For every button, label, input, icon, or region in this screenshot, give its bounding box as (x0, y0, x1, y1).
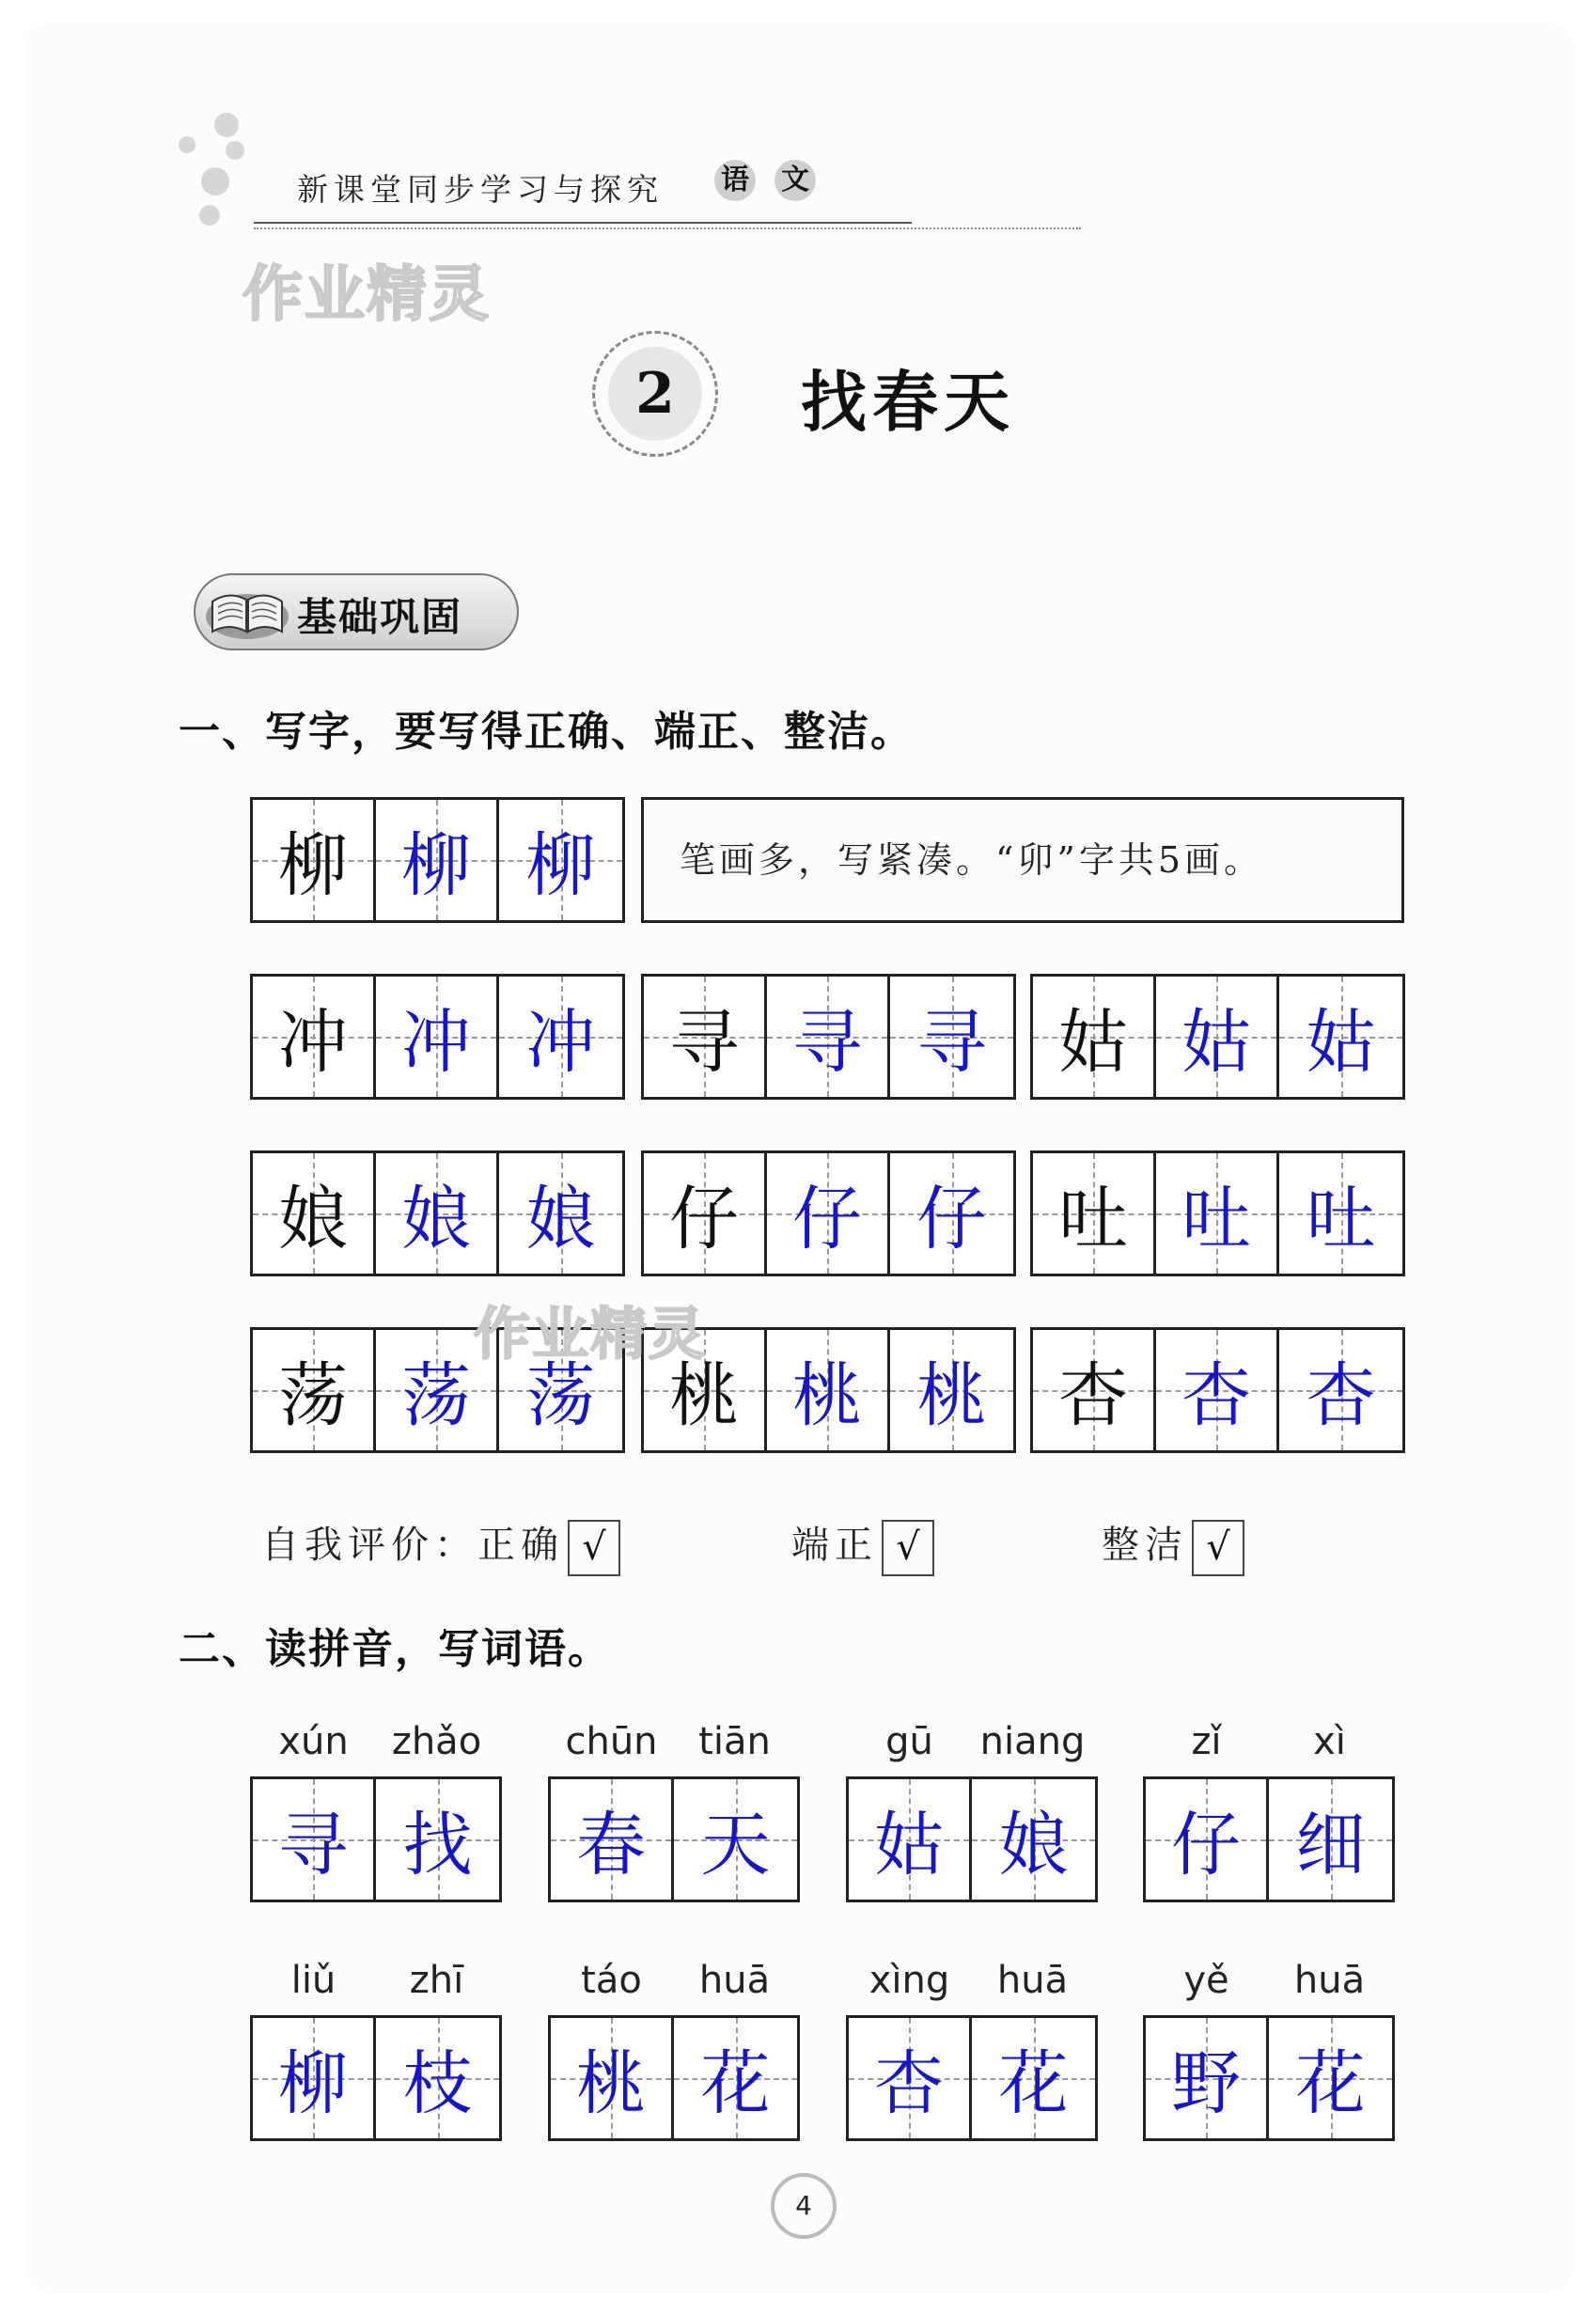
pinyin: yě (1183, 1959, 1229, 2002)
written-character: 仔 (767, 1153, 890, 1274)
written-character: 仔 (890, 1153, 1013, 1274)
written-character: 花 (972, 2018, 1095, 2138)
written-character: 桃 (767, 1330, 890, 1450)
written-character: 娘 (499, 1153, 622, 1274)
written-character: 柳 (376, 800, 499, 920)
writing-grid (250, 1150, 625, 1276)
lesson-title: 找春天 (801, 363, 1015, 441)
subject-badge-2: 文 (775, 160, 816, 201)
pinyin: gū (885, 1720, 933, 1763)
written-character: 娘 (972, 1779, 1095, 1900)
subject-badge-1: 语 (714, 160, 756, 201)
written-character: 杏 (1156, 1330, 1279, 1450)
written-character: 冲 (499, 977, 622, 1097)
written-character: 杏 (1279, 1330, 1402, 1450)
writing-grid (641, 1327, 1016, 1453)
pinyin: chūn (565, 1720, 658, 1763)
writing-tip-box: 笔画多，写紧凑。“卯”字共5画。 (641, 797, 1404, 923)
written-character: 花 (674, 2018, 797, 2138)
written-character: 花 (1269, 2018, 1392, 2138)
word-grid (548, 2015, 800, 2141)
written-character: 杏 (849, 2018, 972, 2138)
written-character: 荡 (499, 1330, 622, 1450)
self-eval-tidy: 整洁 √ (1102, 1515, 1244, 1576)
pinyin: xún (278, 1720, 349, 1763)
word-grid (1143, 1776, 1395, 1902)
page-number: 4 (771, 2173, 837, 2239)
written-character: 姑 (1156, 977, 1279, 1097)
written-character: 寻 (767, 977, 890, 1097)
written-character: 冲 (376, 977, 499, 1097)
written-character: 仔 (1146, 1779, 1269, 1900)
book-title: 新课堂同步学习与探究 (297, 171, 664, 208)
written-character: 吐 (1156, 1153, 1279, 1274)
written-character: 姑 (1279, 977, 1402, 1097)
watermark: 作业精灵 (474, 1302, 707, 1368)
writing-grid (250, 974, 625, 1100)
word-grid (548, 1776, 800, 1902)
checkbox-tidy[interactable]: √ (1192, 1520, 1244, 1576)
model-character: 荡 (253, 1330, 376, 1450)
written-character: 寻 (253, 1779, 376, 1900)
word-grid (846, 1776, 1098, 1902)
pinyin: liǔ (290, 1959, 336, 2002)
checkbox-correct[interactable]: √ (568, 1520, 620, 1576)
model-character: 仔 (644, 1153, 767, 1274)
checkbox-neat[interactable]: √ (882, 1520, 934, 1576)
word-grid (846, 2015, 1098, 2141)
written-character: 柳 (499, 800, 622, 920)
model-character: 冲 (253, 977, 376, 1097)
word-grid (250, 2015, 502, 2141)
written-character: 娘 (376, 1153, 499, 1274)
written-character: 桃 (890, 1330, 1013, 1450)
pinyin: zhī (409, 1959, 464, 2002)
model-character: 桃 (644, 1330, 767, 1450)
watermark: 作业精灵 (243, 260, 491, 330)
header-dotted-rule (254, 227, 1081, 229)
pinyin: huā (698, 1959, 771, 2002)
lesson-number: 2 (608, 347, 702, 441)
word-grid (250, 1776, 502, 1902)
model-character: 娘 (253, 1153, 376, 1274)
written-character: 荡 (376, 1330, 499, 1450)
written-character: 找 (376, 1779, 499, 1900)
section-banner-label: 基础巩固 (297, 594, 463, 640)
model-character: 柳 (253, 800, 376, 920)
writing-grid (1030, 1150, 1405, 1276)
writing-grid (641, 1150, 1016, 1276)
written-character: 吐 (1279, 1153, 1402, 1274)
written-character: 野 (1146, 2018, 1269, 2138)
self-eval-correct: 自我评价：正确 √ (261, 1515, 620, 1576)
pinyin: táo (581, 1959, 642, 2002)
question-2-heading: 二、读拼音，写词语。 (179, 1625, 611, 1673)
model-character: 杏 (1033, 1330, 1156, 1450)
written-character: 细 (1269, 1779, 1392, 1900)
word-grid (1143, 2015, 1395, 2141)
pinyin: huā (1293, 1959, 1366, 2002)
written-character: 柳 (253, 2018, 376, 2138)
written-character: 桃 (551, 2018, 674, 2138)
written-character: 春 (551, 1779, 674, 1900)
writing-grid-row0 (250, 797, 625, 923)
writing-grid (1030, 974, 1405, 1100)
model-character: 吐 (1033, 1153, 1156, 1274)
pinyin: zhǎo (391, 1720, 482, 1763)
pinyin: niang (979, 1720, 1086, 1763)
pinyin: tiān (698, 1720, 771, 1763)
model-character: 姑 (1033, 977, 1156, 1097)
writing-grid (1030, 1327, 1405, 1453)
written-character: 姑 (849, 1779, 972, 1900)
pinyin: xì (1313, 1720, 1346, 1763)
self-eval-neat: 端正 √ (791, 1515, 934, 1576)
pinyin: huā (996, 1959, 1069, 2002)
section-banner (194, 573, 519, 650)
written-character: 枝 (376, 2018, 499, 2138)
writing-grid (250, 1327, 625, 1453)
open-book-icon (205, 583, 289, 641)
lesson-number-badge (592, 331, 718, 457)
model-character: 寻 (644, 977, 767, 1097)
written-character: 天 (674, 1779, 797, 1900)
header-rule (254, 222, 912, 224)
pinyin: zǐ (1191, 1720, 1222, 1763)
pinyin: xìng (868, 1959, 950, 2002)
question-1-heading: 一、写字，要写得正确、端正、整洁。 (179, 708, 914, 756)
writing-grid (641, 974, 1016, 1100)
written-character: 寻 (890, 977, 1013, 1097)
